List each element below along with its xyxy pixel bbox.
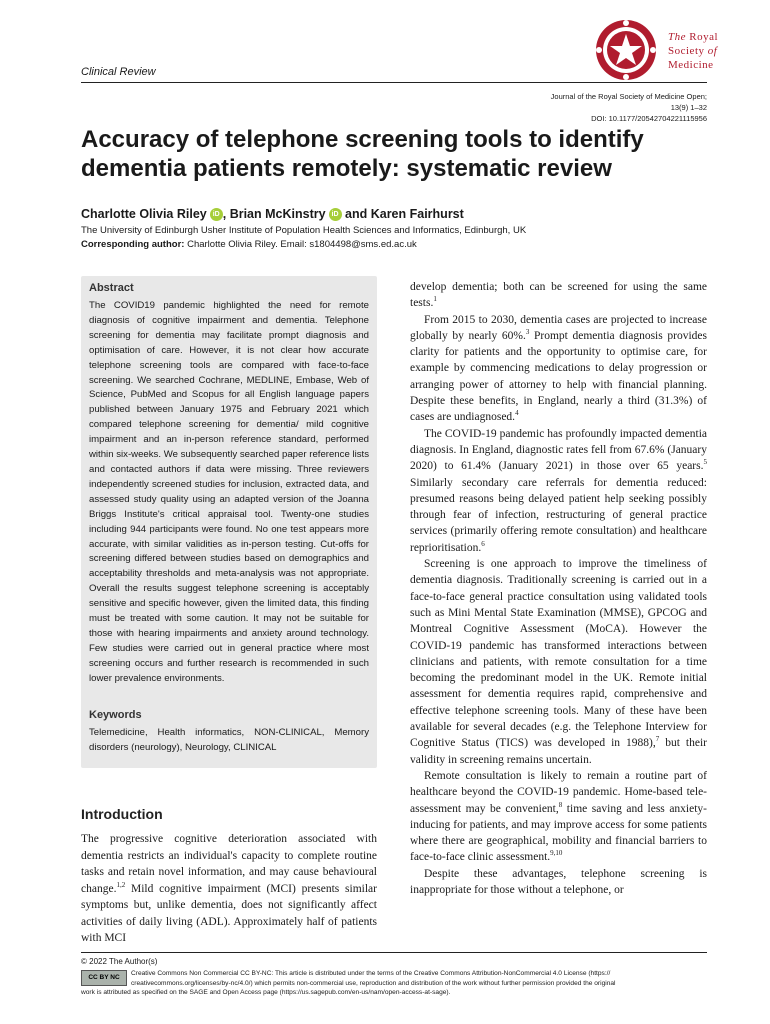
license-line: Creative Commons Non Commercial CC BY-NC: This article is distributed under the terms of the Creative Commons Attribution-NonCommercial 4.0 License (https:// <box>131 970 611 977</box>
header-divider <box>81 82 707 83</box>
citation-ref[interactable]: 1 <box>433 295 437 304</box>
keywords-heading: Keywords <box>89 709 142 721</box>
paragraph-text: Prompt dementia diagnosis provides clarity for patients and the opportunity to optimise care, for example by commencing medications to delay progression or arranging power of attorney to help with financial planning. Despite these benefits, in England, nearly a third (31.3%) of cases are undiagnosed. <box>410 329 707 424</box>
affiliation: The University of Edinburgh Usher Institute of Population Health Sciences and Informatics, Edinburgh, UK <box>81 225 527 236</box>
creative-commons-badge-icon[interactable]: CC BY NC <box>81 970 127 986</box>
paragraph-1 <box>410 279 707 312</box>
paragraph-3 <box>410 426 707 556</box>
intro-text-a: The progressive cognitive deterioration associated with dementia restricts an individual's capacity to complete routine tasks and retain novel information, and may cause behavioural change. <box>81 833 377 895</box>
license-text <box>131 969 707 988</box>
introduction-paragraph <box>81 831 377 947</box>
logo-of: of <box>707 45 718 57</box>
journal-volume: 13(9) 1–32 <box>670 103 707 112</box>
paragraph-text: time saving and less anxiety-inducing for patients, and may improve access for some patients where there are geographical, mobility and financial barriers to face-to-face clinic assessment. <box>410 802 708 864</box>
paragraph-text: From 2015 to 2030, dementia cases are projected to increase globally by nearly 60%. <box>410 313 707 342</box>
orcid-icon[interactable]: iD <box>329 208 342 221</box>
journal-doi[interactable]: DOI: 10.1177/20542704221115956 <box>591 114 707 123</box>
author-fairhurst[interactable]: and Karen Fairhurst <box>341 207 464 221</box>
author-list: Charlotte Olivia Riley iD , Brian McKinstry iD and Karen Fairhurst <box>81 207 464 221</box>
paragraph-text: Similarly secondary care referrals for dementia reduced: presumed reasons being delayed patient help seeking possibly through fear of infection, restructuring of general practice services (primarily offering remote consultation) and healthcare reprioritisation. <box>410 476 707 554</box>
orcid-icon[interactable]: iD <box>210 208 223 221</box>
abstract-heading: Abstract <box>89 282 134 294</box>
intro-text-b: Mild cognitive impairment (MCI) presents similar symptoms but, unlike dementia, does not significantly affect activities of daily living (ADL). Approximately half of patients with MCI <box>81 882 377 944</box>
paragraph-text: Remote consultation is likely to remain a routine part of healthcare beyond the COVID-19 pandemic. Home-based tele-assessment may be convenient, <box>410 769 707 815</box>
author-riley[interactable]: Charlotte Olivia Riley <box>81 207 207 221</box>
license-line[interactable]: creativecommons.org/licenses/by-nc/4.0/) which permits non-commercial use, reproduction and distribution of the work without further permission provided the original <box>131 979 616 987</box>
logo-medicine: Medicine <box>668 59 714 71</box>
paragraph-6: Despite these advantages, telephone screening is inappropriate for those without a telephone, or <box>410 867 707 896</box>
section-label: Clinical Review <box>81 66 156 78</box>
logo-the: The <box>668 31 686 43</box>
keywords-text: Telemedicine, Health informatics, NON-CLINICAL, Memory disorders (neurology), Neurology, CLINICAL <box>89 727 369 753</box>
paragraph-4 <box>410 556 707 768</box>
paragraph-text: develop dementia; both can be screened for using the same tests. <box>410 281 707 310</box>
paragraph-text: Screening is one approach to improve the timeliness of dementia diagnosis. Traditionally screening is carried out in a face-to-face general practice consultation using validated tools such as Mini Mental State Examination (MMSE), GPCOG and Montreal Cognitive Assessment (MoCA). However the COVID-19 pandemic has transformed interactions between clinicians and patients, with remote consultation for a time becoming the predominant model in the UK. Remote initial assessment for dementia requires rapid, comprehensive and effective telephone screening tools. Many of these have been available for several decades (e.g. the Telephone Interview for Cognitive Status (TICS) was developed in 1988), <box>410 558 707 750</box>
journal-name: Journal of the Royal Society of Medicine Open; <box>550 92 707 101</box>
paragraph-text: but their validity in screening remains uncertain. <box>410 737 707 766</box>
paragraph-2 <box>410 312 707 426</box>
introduction-heading: Introduction <box>81 806 163 822</box>
citation-ref[interactable]: 9,10 <box>550 849 563 858</box>
royal-society-crest-icon <box>594 18 658 82</box>
copyright-notice: © 2022 The Author(s) <box>81 957 158 966</box>
paragraph-text: The COVID-19 pandemic has profoundly impacted dementia diagnosis. In England, diagnostic rates fell from 67.6% (January 2020) to 61.4% (January 2021) in those over 65 years. <box>410 427 707 473</box>
journal-meta <box>551 91 707 124</box>
citation-ref[interactable]: 7 <box>655 735 660 744</box>
citation-ref[interactable]: 3 <box>525 328 530 337</box>
license-text-continued[interactable]: work is attributed as specified on the SAGE and Open Access page (https://us.sagepub.com/en-us/nam/open-access-at-sage). <box>81 989 451 996</box>
journal-logo-text <box>668 30 718 72</box>
corresponding-author <box>81 239 417 250</box>
citation-ref[interactable]: 1,2 <box>116 880 126 889</box>
corresponding-details: Charlotte Olivia Riley. Email: s1804498@sms.ed.ac.uk <box>184 239 417 250</box>
article-title: Accuracy of telephone screening tools to identify dementia patients remotely: systematic review <box>81 126 644 182</box>
abstract-box <box>81 276 377 768</box>
citation-ref[interactable]: 4 <box>515 409 519 418</box>
abstract-text: The COVID19 pandemic highlighted the need for remote diagnosis of cognitive impairment and dementia. Telephone screening for dementia may facilitate prompt diagnosis and optimisation of care. However, it is not clear how accurate telephone screening tools are compared with face-to-face screening. We searched Cochrane, MEDLINE, Embase, Web of Science, PubMed and Scopus for all English language papers published between January 1975 and February 2021 which compared telephone screening for dementia/ mild cognitive impairment and an in-person reference standard, performed within six-weeks. We subsequently searched paper reference lists and contacted authors if data were missing. Three reviewers independently screened studies for inclusion, extracted data, and assessed study quality using an adapted version of the Joanna Briggs Institute's critical appraisal tool. Twenty-one studies including 944 participants were found. No one test appears more accurate, with similar validities as in-person testing. Cut-offs for screening differed between studies based on demographics and acceptability thresholds and meta-analysis was not appropriate. Overall the results suggest telephone screening is acceptably sensitive and specific however, given the limited data, this finding must be treated with some caution. It may not be suitable for those with hearing impairments and anxiety around technology. Few studies were carried out in general practice where most screening occurs and further research is recommended in such lower prevalence environments. <box>89 300 369 684</box>
paragraph-5 <box>410 768 707 866</box>
citation-ref[interactable]: 6 <box>481 539 485 548</box>
citation-ref[interactable]: 5 <box>703 458 707 467</box>
footer-divider <box>81 952 707 953</box>
author-mckinstry[interactable]: Brian McKinstry <box>229 207 326 221</box>
logo-society: Society <box>668 45 705 57</box>
corresponding-label: Corresponding author: <box>81 239 185 250</box>
citation-ref[interactable]: 8 <box>558 800 563 809</box>
right-column-body <box>410 279 707 898</box>
logo-royal: Royal <box>689 31 719 43</box>
